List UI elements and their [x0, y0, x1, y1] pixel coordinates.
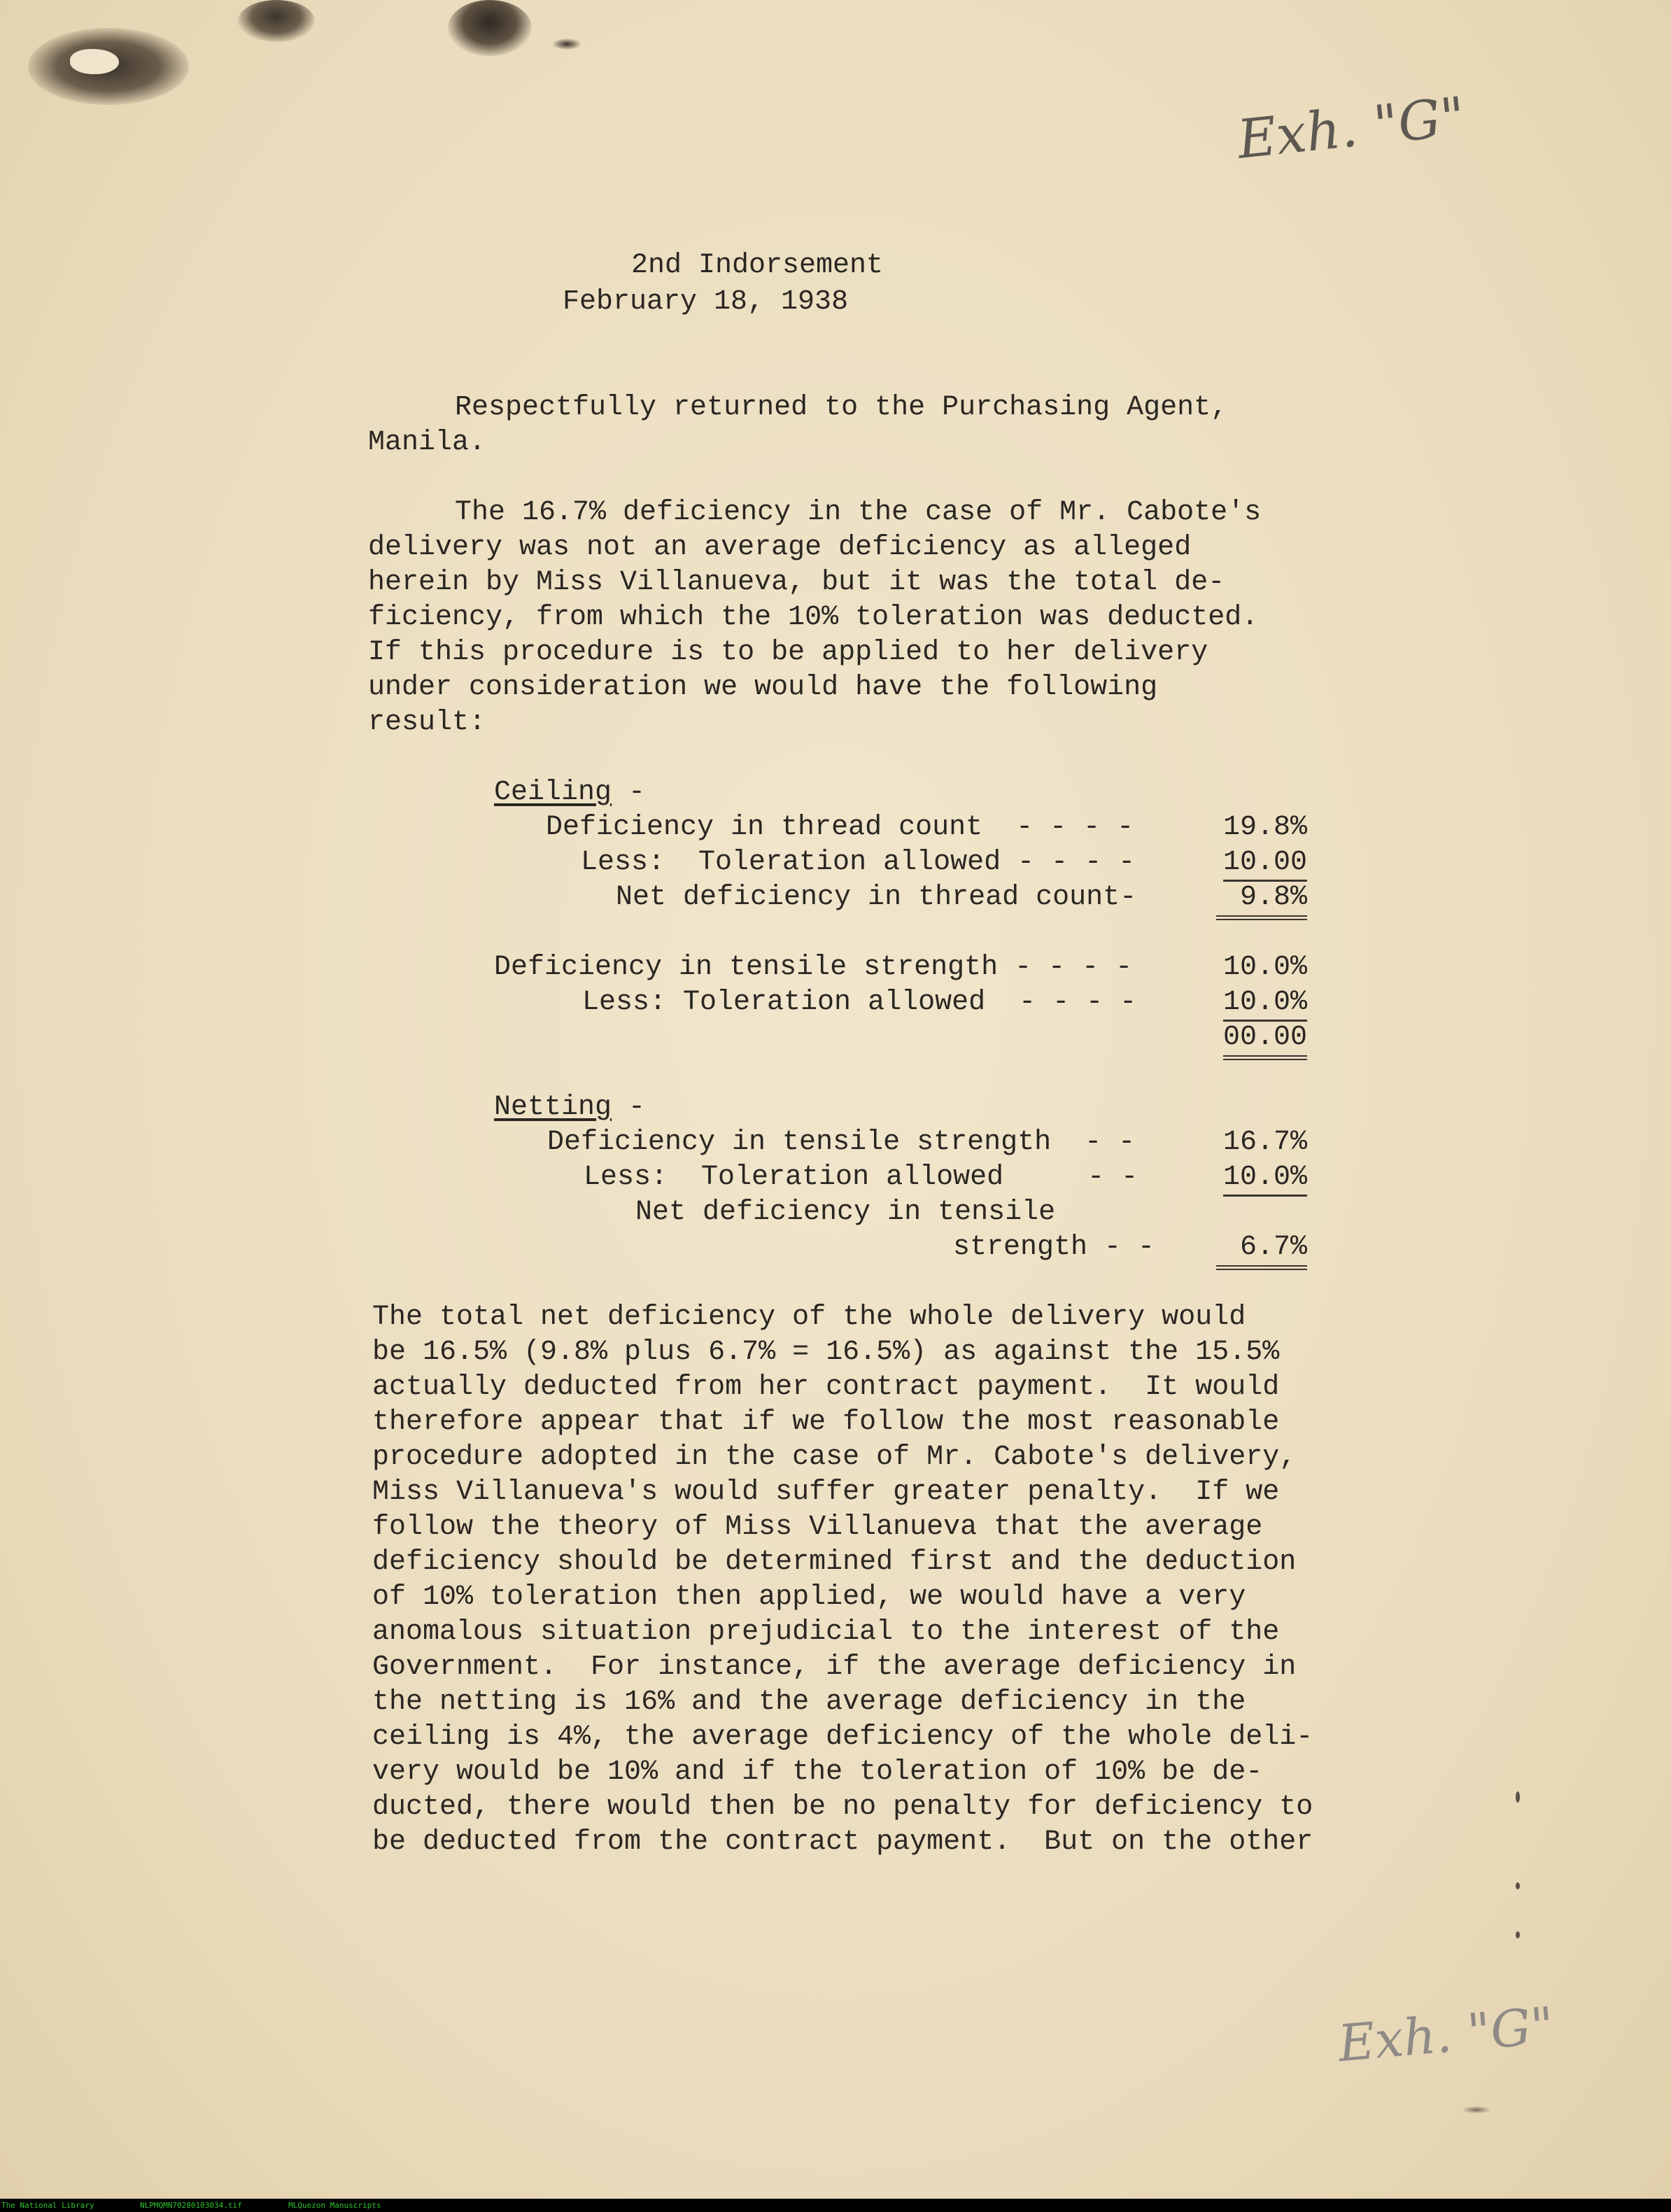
paragraph-line: result:	[368, 707, 486, 738]
document-title: 2nd Indorsement	[631, 250, 884, 281]
paragraph-line: actually deducted from her contract payment. It would	[372, 1372, 1280, 1403]
calc-value: 9.8%	[1202, 880, 1307, 920]
netting-heading-label: Netting	[494, 1092, 612, 1123]
calc-value: 10.0%	[1222, 952, 1307, 983]
ceiling-heading	[494, 775, 645, 810]
calc-label: Net deficiency in thread count-	[616, 882, 1137, 913]
paragraph-line: The 16.7% deficiency in the case of Mr. Cabote's	[455, 497, 1262, 528]
paragraph-line: ducted, there would then be no penalty for deficiency to	[372, 1791, 1313, 1823]
calc-value: 10.0%	[1202, 985, 1307, 1020]
paragraph-line: If this procedure is to be applied to her delivery	[368, 637, 1208, 668]
paragraph-line: very would be 10% and if the toleration of 10% be de-	[372, 1756, 1263, 1788]
calc-label: strength - -	[953, 1232, 1155, 1263]
ink-speck	[1516, 1882, 1520, 1889]
scan-footer	[0, 2199, 1671, 2212]
paragraph-line: be deducted from the contract payment. But on the other	[372, 1826, 1313, 1858]
calc-value: 10.00	[1202, 845, 1307, 880]
paragraph-line: therefore appear that if we follow the most reasonable	[372, 1407, 1280, 1438]
calc-value: 10.0%	[1202, 1160, 1307, 1195]
paragraph-line: Miss Villanueva's would suffer greater penalty. If we	[372, 1477, 1280, 1508]
paragraph-line: be 16.5% (9.8% plus 6.7% = 16.5%) as against the 15.5%	[372, 1337, 1280, 1368]
paragraph-line: procedure adopted in the case of Mr. Cabote's delivery,	[372, 1442, 1297, 1473]
handwritten-annotation-bottom: Exh. "G"	[1335, 1995, 1557, 2073]
paragraph-line: Government. For instance, if the average deficiency in	[372, 1651, 1297, 1683]
ink-stain	[553, 38, 581, 50]
ink-stain	[448, 0, 532, 56]
ceiling-heading-dash: -	[612, 777, 646, 808]
calc-label: Less: Toleration allowed - - - -	[582, 987, 1137, 1018]
calc-value: 19.8%	[1222, 812, 1307, 843]
handwritten-annotation-top: Exh. "G"	[1234, 85, 1468, 171]
paragraph-line: The total net deficiency of the whole delivery would	[372, 1302, 1246, 1333]
calc-label: Deficiency in tensile strength - - - -	[494, 952, 1133, 983]
ink-stain	[238, 0, 315, 42]
paragraph-line: ficiency, from which the 10% toleration was deducted.	[368, 602, 1259, 633]
paragraph-line: anomalous situation prejudicial to the interest of the	[372, 1616, 1280, 1648]
netting-heading-dash: -	[612, 1092, 646, 1123]
footer-file-id: NLPMQMN70280103034.tif	[140, 2201, 242, 2210]
ink-stain	[70, 49, 119, 74]
calc-value: 00.00	[1202, 1020, 1307, 1060]
calc-label: Less: Toleration allowed - -	[584, 1162, 1138, 1193]
ink-speck	[1516, 1791, 1520, 1803]
paragraph-line: follow the theory of Miss Villanueva that the average	[372, 1512, 1263, 1543]
paragraph-line: delivery was not an average deficiency as alleged	[368, 532, 1192, 563]
paragraph-line: ceiling is 4%, the average deficiency of the whole deli-	[372, 1721, 1313, 1753]
calc-label: Net deficiency in tensile	[635, 1197, 1056, 1228]
paragraph-line: herein by Miss Villanueva, but it was the total de-	[368, 567, 1225, 598]
calc-value: 16.7%	[1222, 1127, 1307, 1158]
calc-value: 6.7%	[1202, 1230, 1307, 1270]
ink-speck	[1462, 2106, 1490, 2113]
ceiling-heading-label: Ceiling	[494, 777, 612, 808]
intro-line: Respectfully returned to the Purchasing Agent,	[455, 392, 1228, 423]
ink-speck	[1516, 1931, 1520, 1938]
intro-line: Manila.	[368, 427, 486, 458]
paragraph-line: deficiency should be determined first and the deduction	[372, 1547, 1297, 1578]
calc-label: Deficiency in thread count - - - -	[546, 812, 1134, 843]
calc-label: Deficiency in tensile strength - -	[547, 1127, 1136, 1158]
paragraph-line: under consideration we would have the following	[368, 672, 1158, 703]
footer-library: The National Library	[1, 2201, 94, 2210]
paragraph-line: the netting is 16% and the average deficiency in the	[372, 1686, 1246, 1718]
netting-heading	[494, 1090, 645, 1125]
calc-label: Less: Toleration allowed - - - -	[581, 847, 1136, 878]
footer-collection: MLQuezon Manuscripts	[288, 2201, 381, 2210]
document-date: February 18, 1938	[563, 286, 849, 318]
paragraph-line: of 10% toleration then applied, we would have a very	[372, 1581, 1246, 1613]
